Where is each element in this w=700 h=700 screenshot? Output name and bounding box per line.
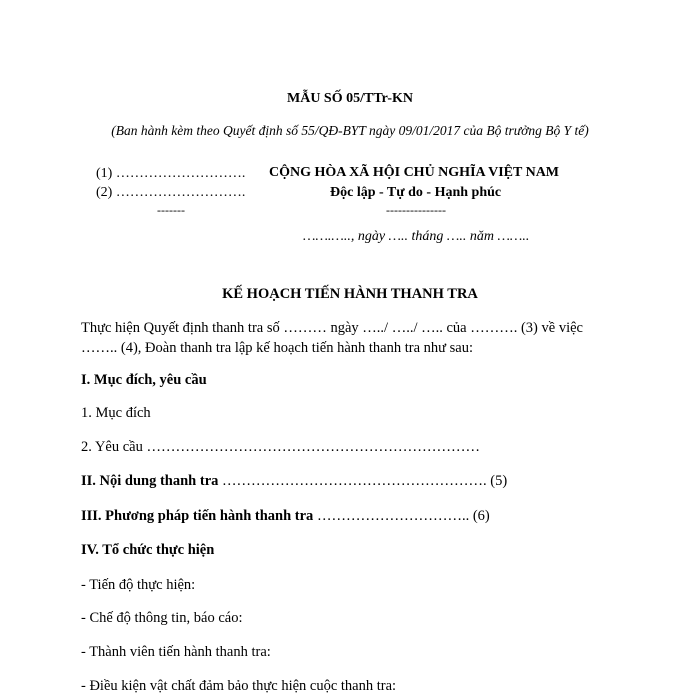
national-motto: Độc lập - Tự do - Hạnh phúc [330, 185, 502, 200]
section-2-heading: II. Nội dung thanh tra [81, 473, 219, 489]
document-title: KẾ HOẠCH TIẾN HÀNH THANH TRA [222, 286, 478, 302]
motto-separator: --------------- [386, 203, 446, 217]
date-line: …….….., ngày ….. tháng ….. năm …….. [303, 229, 530, 244]
intro-line-1: Thực hiện Quyết định thanh tra số ……… ngày …../ …../ ….. của ………. (3) về việc [81, 320, 583, 336]
agency-line-1: (1) ………………………. [96, 166, 246, 181]
section-3-fill: ………………………….. (6) [313, 508, 490, 524]
section-1-item-requirements: 2. Yêu cầu …………………………………………………………… [81, 439, 480, 455]
agency-line-2: (2) ………………………. [96, 185, 246, 200]
section-4-item-progress: - Tiến độ thực hiện: [81, 577, 196, 593]
section-4-heading: IV. Tổ chức thực hiện [81, 542, 215, 558]
section-2-fill: ………………………………………………. (5) [218, 473, 508, 489]
section-1-heading: I. Mục đích, yêu cầu [81, 372, 207, 388]
agency-separator: ------- [157, 203, 185, 217]
section-1-item-purpose: 1. Mục đích [81, 405, 151, 421]
intro-line-2: …….. (4), Đoàn thanh tra lập kế hoạch tiến hành thanh tra như sau: [81, 340, 473, 356]
section-4-item-reporting: - Chế độ thông tin, báo cáo: [81, 610, 243, 626]
country-name: CỘNG HÒA XÃ HỘI CHỦ NGHĨA VIỆT NAM [269, 165, 560, 180]
section-4-item-conditions: - Điều kiện vật chất đảm bảo thực hiện cuộc thanh tra: [81, 678, 397, 694]
section-3-heading: III. Phương pháp tiến hành thanh tra [81, 508, 314, 524]
section-3-line [81, 508, 490, 525]
section-4-item-members: - Thành viên tiến hành thanh tra: [81, 644, 271, 660]
form-number: MẪU SỐ 05/TTr-KN [287, 91, 413, 106]
section-2-line [81, 473, 507, 490]
issued-by-note: (Ban hành kèm theo Quyết định số 55/QĐ-BYT ngày 09/01/2017 của Bộ trưởng Bộ Y tế) [111, 123, 589, 138]
